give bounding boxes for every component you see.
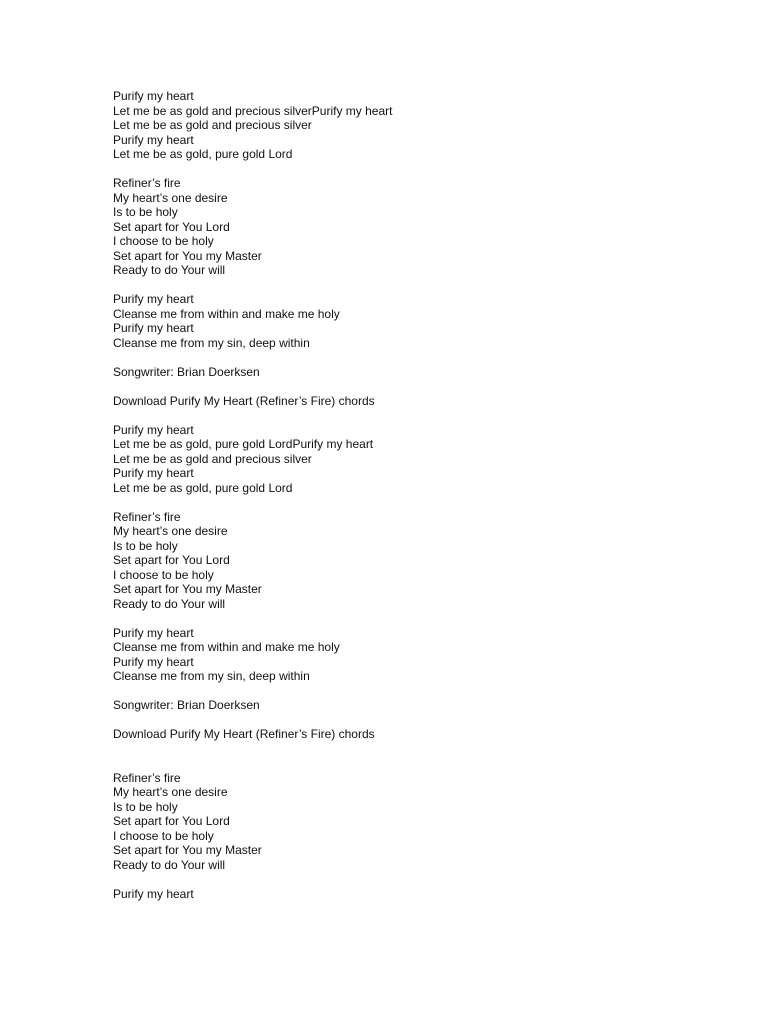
lyric-line: I choose to be holy [113,567,214,582]
lyric-line: Is to be holy [113,799,178,814]
blank-line [113,713,713,728]
lyric-line: Let me be as gold and precious silver [113,451,312,466]
lyric-line: Set apart for You Lord [113,553,230,567]
lyric-line: Cleanse me from my sin, deep within [113,669,310,683]
lyric-line: Let me be as gold, pure gold LordPurify my heart [113,437,374,451]
blank-line [113,162,713,177]
lyric-line: Set apart for You my Master [113,582,262,596]
lyric-line: Is to be holy [113,538,178,553]
lyric-line: Purify my heart [113,886,194,901]
lyric-line: Set apart for You my Master [113,248,262,263]
blank-line [113,742,713,757]
lyric-line: Ready to do Your will [113,263,226,277]
lyric-line: Purify my heart [113,132,194,147]
blank-line [113,756,713,771]
blank-line [113,684,713,699]
download-chords-text: Download Purify My Heart (Refiner’s Fire) chords [113,393,375,408]
lyric-line: Purify my heart [113,89,194,103]
lyric-line: My heart’s one desire [113,524,228,538]
lyric-line: Let me be as gold, pure gold Lord [113,480,293,495]
lyric-line: Set apart for You Lord [113,219,230,234]
lyric-line: Cleanse me from my sin, deep within [113,335,310,350]
lyric-line: Let me be as gold and precious silver [113,118,312,132]
blank-line [113,278,713,293]
blank-line [113,379,713,394]
lyric-line: Purify my heart [113,422,194,437]
lyric-line: My heart’s one desire [113,785,228,799]
lyric-line: I choose to be holy [113,234,214,248]
blank-line [113,350,713,365]
lyric-line: My heart’s one desire [113,190,228,205]
lyric-line: Let me be as gold and precious silverPurify my heart [113,103,393,118]
blank-line [113,872,713,887]
lyric-line: Refiner’s fire [113,770,181,785]
lyric-line: Refiner’s fire [113,509,181,524]
lyric-line: Purify my heart [113,466,194,480]
lyric-line: Refiner’s fire [113,176,181,190]
blank-line [113,408,713,423]
songwriter-credit: Songwriter: Brian Doerksen [113,364,260,379]
lyric-line: Purify my heart [113,292,194,306]
lyric-line: Purify my heart [113,321,194,335]
blank-line [113,611,713,626]
blank-line [113,495,713,510]
lyric-line: Cleanse me from within and make me holy [113,640,340,654]
lyric-line: I choose to be holy [113,828,214,843]
lyric-line: Let me be as gold, pure gold Lord [113,147,293,161]
lyric-line: Purify my heart [113,654,194,669]
lyric-line: Ready to do Your will [113,857,226,872]
download-chords-text: Download Purify My Heart (Refiner’s Fire) chords [113,727,375,741]
lyric-line: Set apart for You my Master [113,843,262,857]
lyric-line: Set apart for You Lord [113,814,230,828]
lyric-line: Is to be holy [113,205,178,219]
lyric-line: Cleanse me from within and make me holy [113,306,340,321]
document-page [113,89,713,901]
lyric-line: Ready to do Your will [113,596,226,611]
songwriter-credit: Songwriter: Brian Doerksen [113,698,260,712]
lyric-line: Purify my heart [113,625,194,640]
